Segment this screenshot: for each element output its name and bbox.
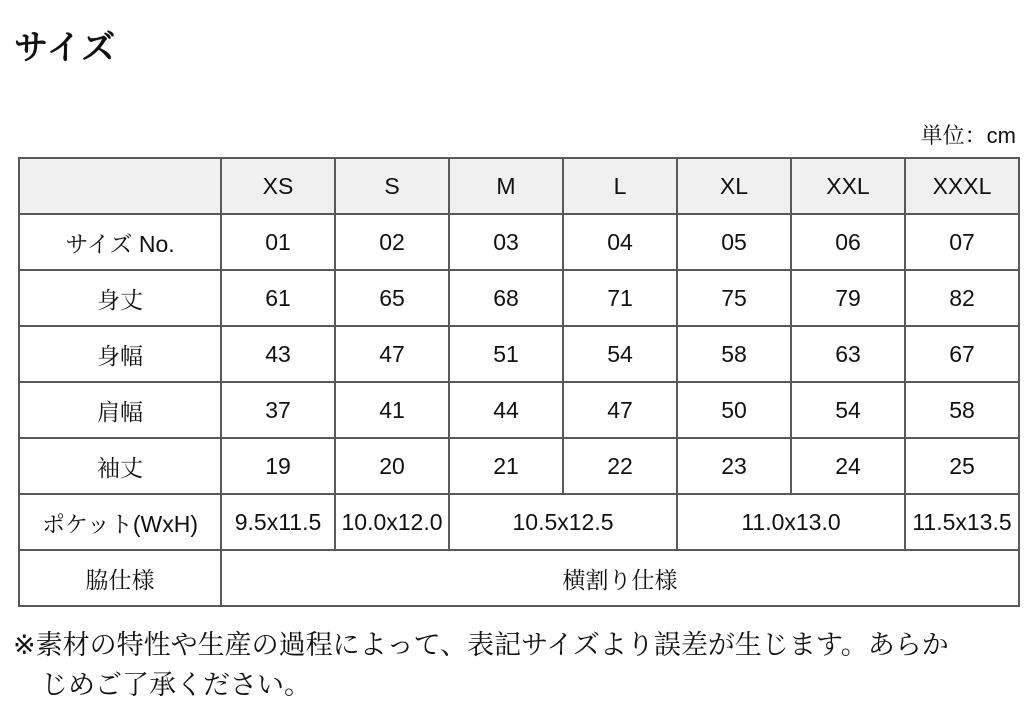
table-cell: 71 [563,270,677,326]
table-cell: 23 [677,438,791,494]
table-cell: 37 [221,382,335,438]
header-cell-empty [19,158,221,214]
table-cell: 05 [677,214,791,270]
table-cell: 54 [791,382,905,438]
table-cell: 67 [905,326,1019,382]
table-cell: 07 [905,214,1019,270]
table-cell: 22 [563,438,677,494]
unit-label: 単位：cm [920,123,1016,148]
table-cell: 11.5x13.5 [905,494,1019,550]
row-label: 身丈 [19,270,221,326]
table-cell: 54 [563,326,677,382]
size-table-body [19,214,1019,606]
row-label: 袖丈 [19,438,221,494]
table-row [19,550,1019,606]
table-cell: 04 [563,214,677,270]
table-cell: 11.0x13.0 [677,494,905,550]
row-label: 肩幅 [19,382,221,438]
table-cell: 58 [905,382,1019,438]
header-cell-size: S [335,158,449,214]
size-table [18,157,1020,607]
table-row [19,270,1019,326]
table-cell: 41 [335,382,449,438]
table-row [19,214,1019,270]
page-title: サイズ [14,29,117,67]
table-cell: 43 [221,326,335,382]
row-label: サイズ No. [19,214,221,270]
table-cell: 24 [791,438,905,494]
table-cell: 10.0x12.0 [335,494,449,550]
footnote-line1: ※素材の特性や生産の過程によって、表記サイズより誤差が生じます。あらか [13,630,949,660]
table-cell: 61 [221,270,335,326]
header-cell-size: XXL [791,158,905,214]
header-cell-size: XL [677,158,791,214]
row-label: 脇仕様 [19,550,221,606]
table-cell: 19 [221,438,335,494]
table-row [19,382,1019,438]
table-row [19,438,1019,494]
header-cell-size: XXXL [905,158,1019,214]
table-cell: 06 [791,214,905,270]
table-cell: 47 [563,382,677,438]
table-cell: 75 [677,270,791,326]
table-cell: 20 [335,438,449,494]
table-cell: 47 [335,326,449,382]
table-cell: 51 [449,326,563,382]
table-cell: 横割り仕様 [221,550,1019,606]
table-cell: 02 [335,214,449,270]
table-cell: 63 [791,326,905,382]
table-cell: 01 [221,214,335,270]
table-cell: 50 [677,382,791,438]
row-label: 身幅 [19,326,221,382]
table-cell: 03 [449,214,563,270]
table-cell: 65 [335,270,449,326]
header-cell-size: XS [221,158,335,214]
table-row [19,494,1019,550]
size-table-header-row [19,158,1019,214]
table-cell: 79 [791,270,905,326]
table-cell: 25 [905,438,1019,494]
table-cell: 9.5x11.5 [221,494,335,550]
table-cell: 82 [905,270,1019,326]
table-cell: 58 [677,326,791,382]
table-cell: 10.5x12.5 [449,494,677,550]
header-cell-size: M [449,158,563,214]
table-row [19,326,1019,382]
footnote [13,625,1023,705]
table-cell: 44 [449,382,563,438]
table-cell: 68 [449,270,563,326]
row-label: ポケット(WxH) [19,494,221,550]
table-cell: 21 [449,438,563,494]
footnote-line2: じめご了承ください。 [41,670,311,700]
header-cell-size: L [563,158,677,214]
